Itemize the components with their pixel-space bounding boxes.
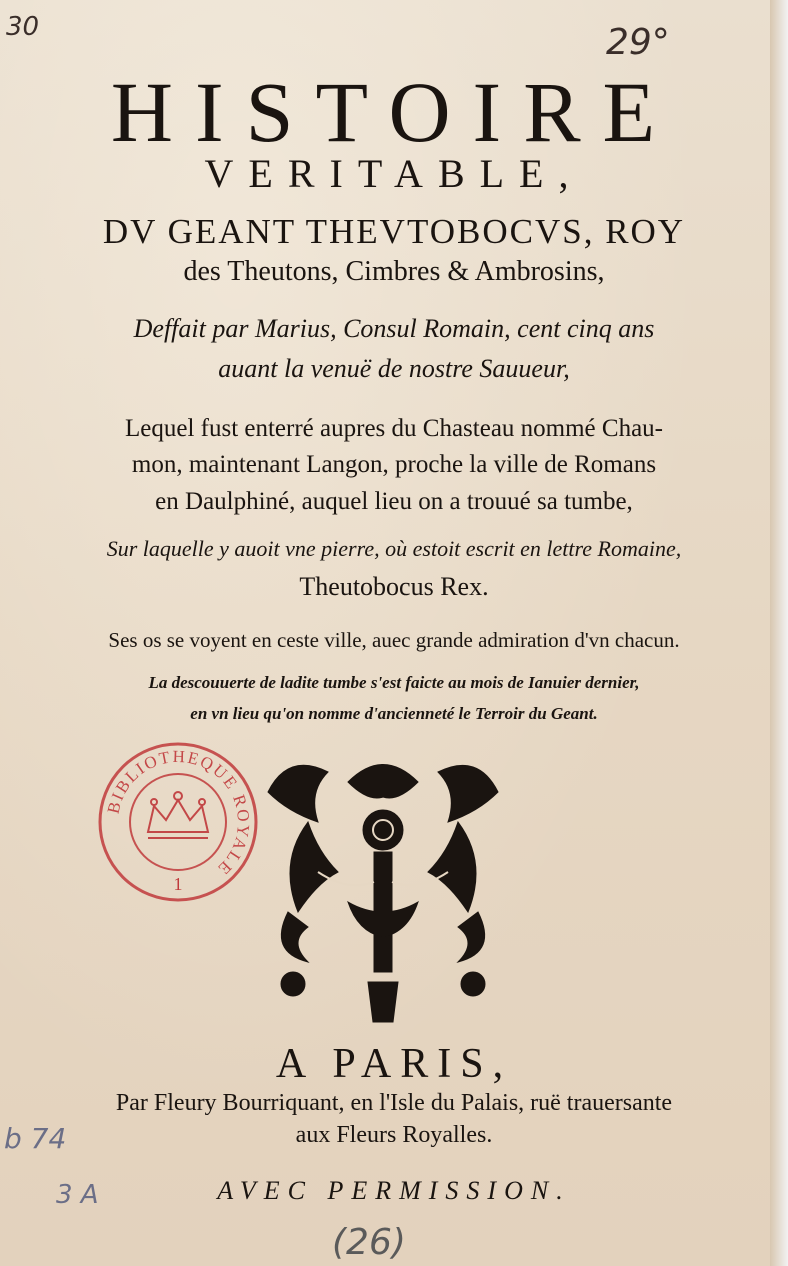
imprint-city: A PARIS,: [275, 1041, 513, 1087]
title-line-1: HISTOIRE: [110, 64, 678, 160]
imprint-line-2: aux Fleurs Royalles.: [295, 1122, 493, 1148]
title-line-3: DV GEANT THEVTOBOCVS, ROY: [102, 212, 686, 251]
imprint-line-1: Par Fleury Bourriquant, en l'Isle du Palais, ruë trauersante: [115, 1090, 673, 1116]
title-line-4: des Theutons, Cimbres & Ambrosins,: [183, 256, 605, 287]
handwritten-number-top-left: 30: [6, 12, 40, 42]
stamp-number: 1: [173, 874, 183, 894]
body-line-3: en Daulphiné, auquel lieu on a trouué sa tumbe,: [155, 488, 633, 515]
handwritten-page-number: (26): [332, 1222, 406, 1263]
handwritten-number-top-right: 29°: [606, 22, 670, 63]
svg-text:BIBLIOTHEQUE ROYALE: [104, 747, 254, 880]
stamp-text: BIBLIOTHEQUE ROYALE: [103, 746, 254, 880]
permission: AVEC PERMISSION.: [217, 1176, 571, 1205]
title-line-2: VERITABLE,: [204, 151, 584, 196]
inscription-line-1: Sur laquelle y auoit vne pierre, où estoit escrit en lettre Romaine,: [106, 536, 682, 561]
library-stamp: [96, 740, 260, 904]
inscription-line-2: Theutobocus Rex.: [299, 572, 489, 601]
discovery-line-2: en vn lieu qu'on nomme d'ancienneté le Terroir du Geant.: [190, 704, 598, 723]
body-line-1: Lequel fust enterré aupres du Chasteau nommé Chau-: [124, 415, 663, 442]
subtitle-line-2: auant la venuë de nostre Sauueur,: [218, 354, 570, 383]
handwritten-shelfmark-1: b 74: [4, 1122, 67, 1155]
crown-icon: [148, 792, 208, 838]
body-line-2: mon, maintenant Langon, proche la ville de Romans: [131, 451, 657, 478]
printers-ornament-icon: [248, 752, 518, 1028]
bones-note: Ses os se voyent en ceste ville, auec grande admiration d'vn chacun.: [108, 628, 680, 652]
handwritten-shelfmark-2: 3 A: [56, 1180, 99, 1210]
subtitle-line-1: Deffait par Marius, Consul Romain, cent cinq ans: [133, 314, 655, 343]
discovery-line-1: La descouuerte de ladite tumbe s'est faicte au mois de Ianuier dernier,: [148, 673, 640, 692]
